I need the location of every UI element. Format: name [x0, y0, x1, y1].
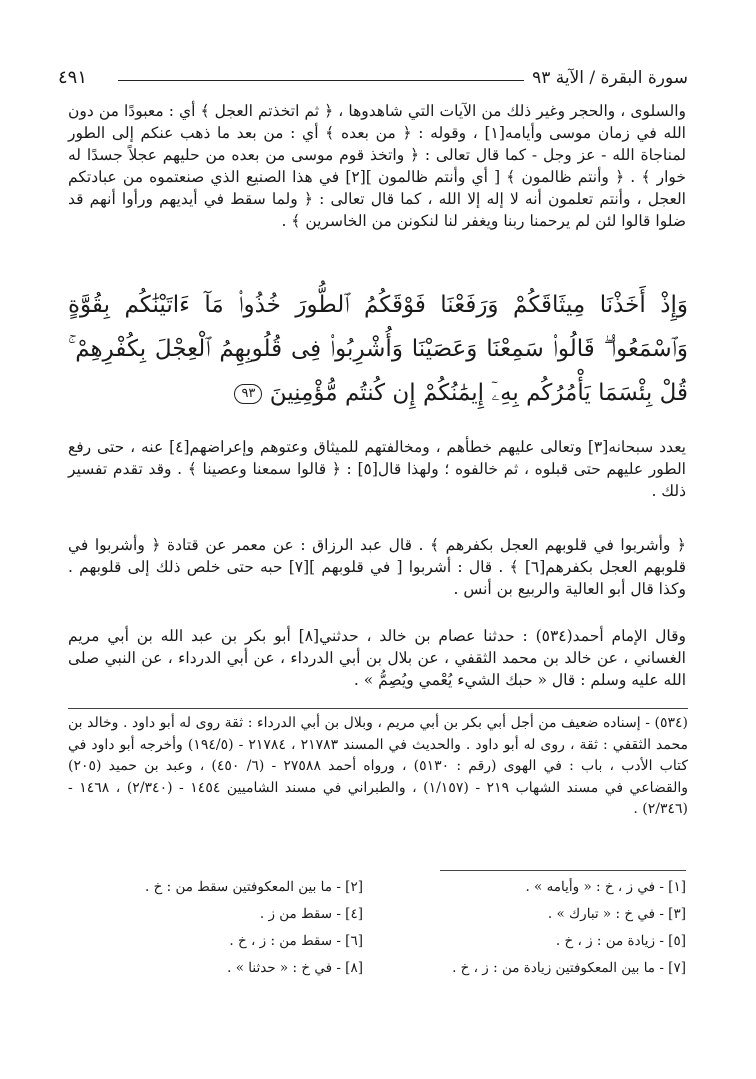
- editor-note: [٨] - في خ : « حدثنا » .: [227, 960, 363, 976]
- commentary-paragraph-4: وقال الإمام أحمد(٥٣٤) : حدثنا عصام بن خالد ، حدثني[٨] أبو بكر بن عبد الله بن أبي مريم الغساني ، عن خالد بن محمد الثقفي ، عن بلال بن أبي الدرداء ، عن أبي الدرداء ، عن النبي صلى الله عليه وسلم : قال « حبك الشيء يُعْمي ويُصِمُّ » .: [68, 627, 686, 689]
- commentary-paragraph-1: والسلوى ، والحجر وغير ذلك من الآيات التي شاهدوها ، ﴿ ثم اتخذتم العجل ﴾ أي : معبودًا من دون الله في زمان موسى وأيامه[١] ، وقوله : ﴿ من بعده ﴾ أي : من بعد ما ذهب عنكم إلى الطور لمناجاة الله - عز وجل - كما قال تعالى : ﴿ واتخذ قوم موسى من بعده من حليهم عجلاً جسدًا له خوار ﴾ . ﴿ وأنتم ظالمون ﴾ [ أي وأنتم ظالمون ][٢] في هذا الصنيع الذي صنعتموه من عبادتكم العجل ، وأنتم تعلمون أنه لا إله إلا الله ، كما قال تعالى : ﴿ ولما سقط في أيديهم ورأوا أنهم قد ضلوا قالوا لئن لم يرحمنا ربنا ويغفر لنا لنكونن من الخاسرين ﴾ .: [68, 102, 686, 230]
- commentary-paragraph-2: يعدد سبحانه[٣] وتعالى عليهم خطأهم ، ومخالفتهم للميثاق وعتوهم وإعراضهم[٤] عنه ، حتى رفع الطور عليهم حتى قبلوه ، ثم خالفوه ؛ ولهذا قال[٥] : ﴿ قالوا سمعنا وعصينا ﴾ . وقد تقدم تفسير ذلك .: [68, 438, 686, 500]
- editor-note: [٤] - سقط من ز .: [259, 906, 363, 922]
- page-number: ٤٩١: [58, 67, 88, 88]
- footnote-rule: [68, 708, 688, 709]
- verse-text: وَإِذْ أَخَذْنَا مِيثَاقَكُمْ وَرَفَعْنَا فَوْقَكُمُ ٱلطُّورَ خُذُوا۟ مَآ ءَاتَيْنَٰكُم بِقُوَّةٍ وَٱسْمَعُوا۟ ۖ قَالُوا۟ سَمِعْنَا وَعَصَيْنَا وَأُشْرِبُوا۟ فِى قُلُوبِهِمُ ٱلْعِجْلَ بِكُفْرِهِمْ ۚ قُلْ بِئْسَمَا يَأْمُرُكُم بِهِۦٓ إِيمَٰنُكُمْ إِن كُنتُم مُّؤْمِنِينَ: [68, 292, 688, 406]
- commentary-paragraph-3: ﴿ وأشربوا في قلوبهم العجل بكفرهم ﴾ . قال عبد الرزاق : عن معمر عن قتادة ﴿ وأشربوا في قلوبهم العجل بكفرهم[٦] ﴾ . قال : أشربوا [ في قلوبهم ][٧] حبه حتى خلص ذلك إلى قلوبهم . وكذا قال أبو العالية والربيع بن أنس .: [68, 536, 686, 598]
- editor-note: [٢] - ما بين المعكوفتين سقط من : خ .: [145, 879, 363, 895]
- editor-note: [٦] - سقط من : ز ، خ .: [229, 933, 363, 949]
- editor-note: [١] - في ز ، خ : « وأيامه » .: [525, 879, 686, 895]
- page-header: [58, 62, 688, 88]
- quran-verse: [68, 283, 688, 415]
- editor-notes-rule: [440, 870, 686, 871]
- ayah-number-marker: ٩٣: [234, 384, 262, 404]
- header-rule: [118, 80, 524, 81]
- editor-note: [٧] - ما بين المعكوفتين زيادة من : ز ، خ .: [452, 960, 686, 976]
- hadith-footnote: (٥٣٤) - إسناده ضعيف من أجل أبي بكر بن أبي مريم ، وبلال بن أبي الدرداء : ثقة روى له أبو داود . وخالد بن محمد الثقفي : ثقة ، روى له أبو داود . والحديث في المسند ٢١٧٨٣ ، ٢١٧٨٤ - (١٩٤/٥) وأخرجه أبو داود في كتاب الأدب ، باب : في الهوى (رقم : ٥١٣٠) ، ورواه أحمد ٢٧٥٨٨ - (٦/ ٤٥٠) ، وعبد بن حميد (٢٠٥) والقضاعي في مسند الشهاب ٢١٩ - (١/١٥٧) ، والطبراني في مسند الشاميين ١٤٥٤ - (٢/٣٤٠) ، ١٤٦٨ - (٢/٣٤٦) .: [68, 715, 688, 817]
- running-title: سورة البقرة / الآية ٩٣: [532, 68, 688, 88]
- editor-note: [٣] - في خ : « تبارك » .: [547, 906, 686, 922]
- editor-note: [٥] - زيادة من : ز ، خ .: [555, 933, 686, 949]
- editor-notes: [80, 876, 686, 979]
